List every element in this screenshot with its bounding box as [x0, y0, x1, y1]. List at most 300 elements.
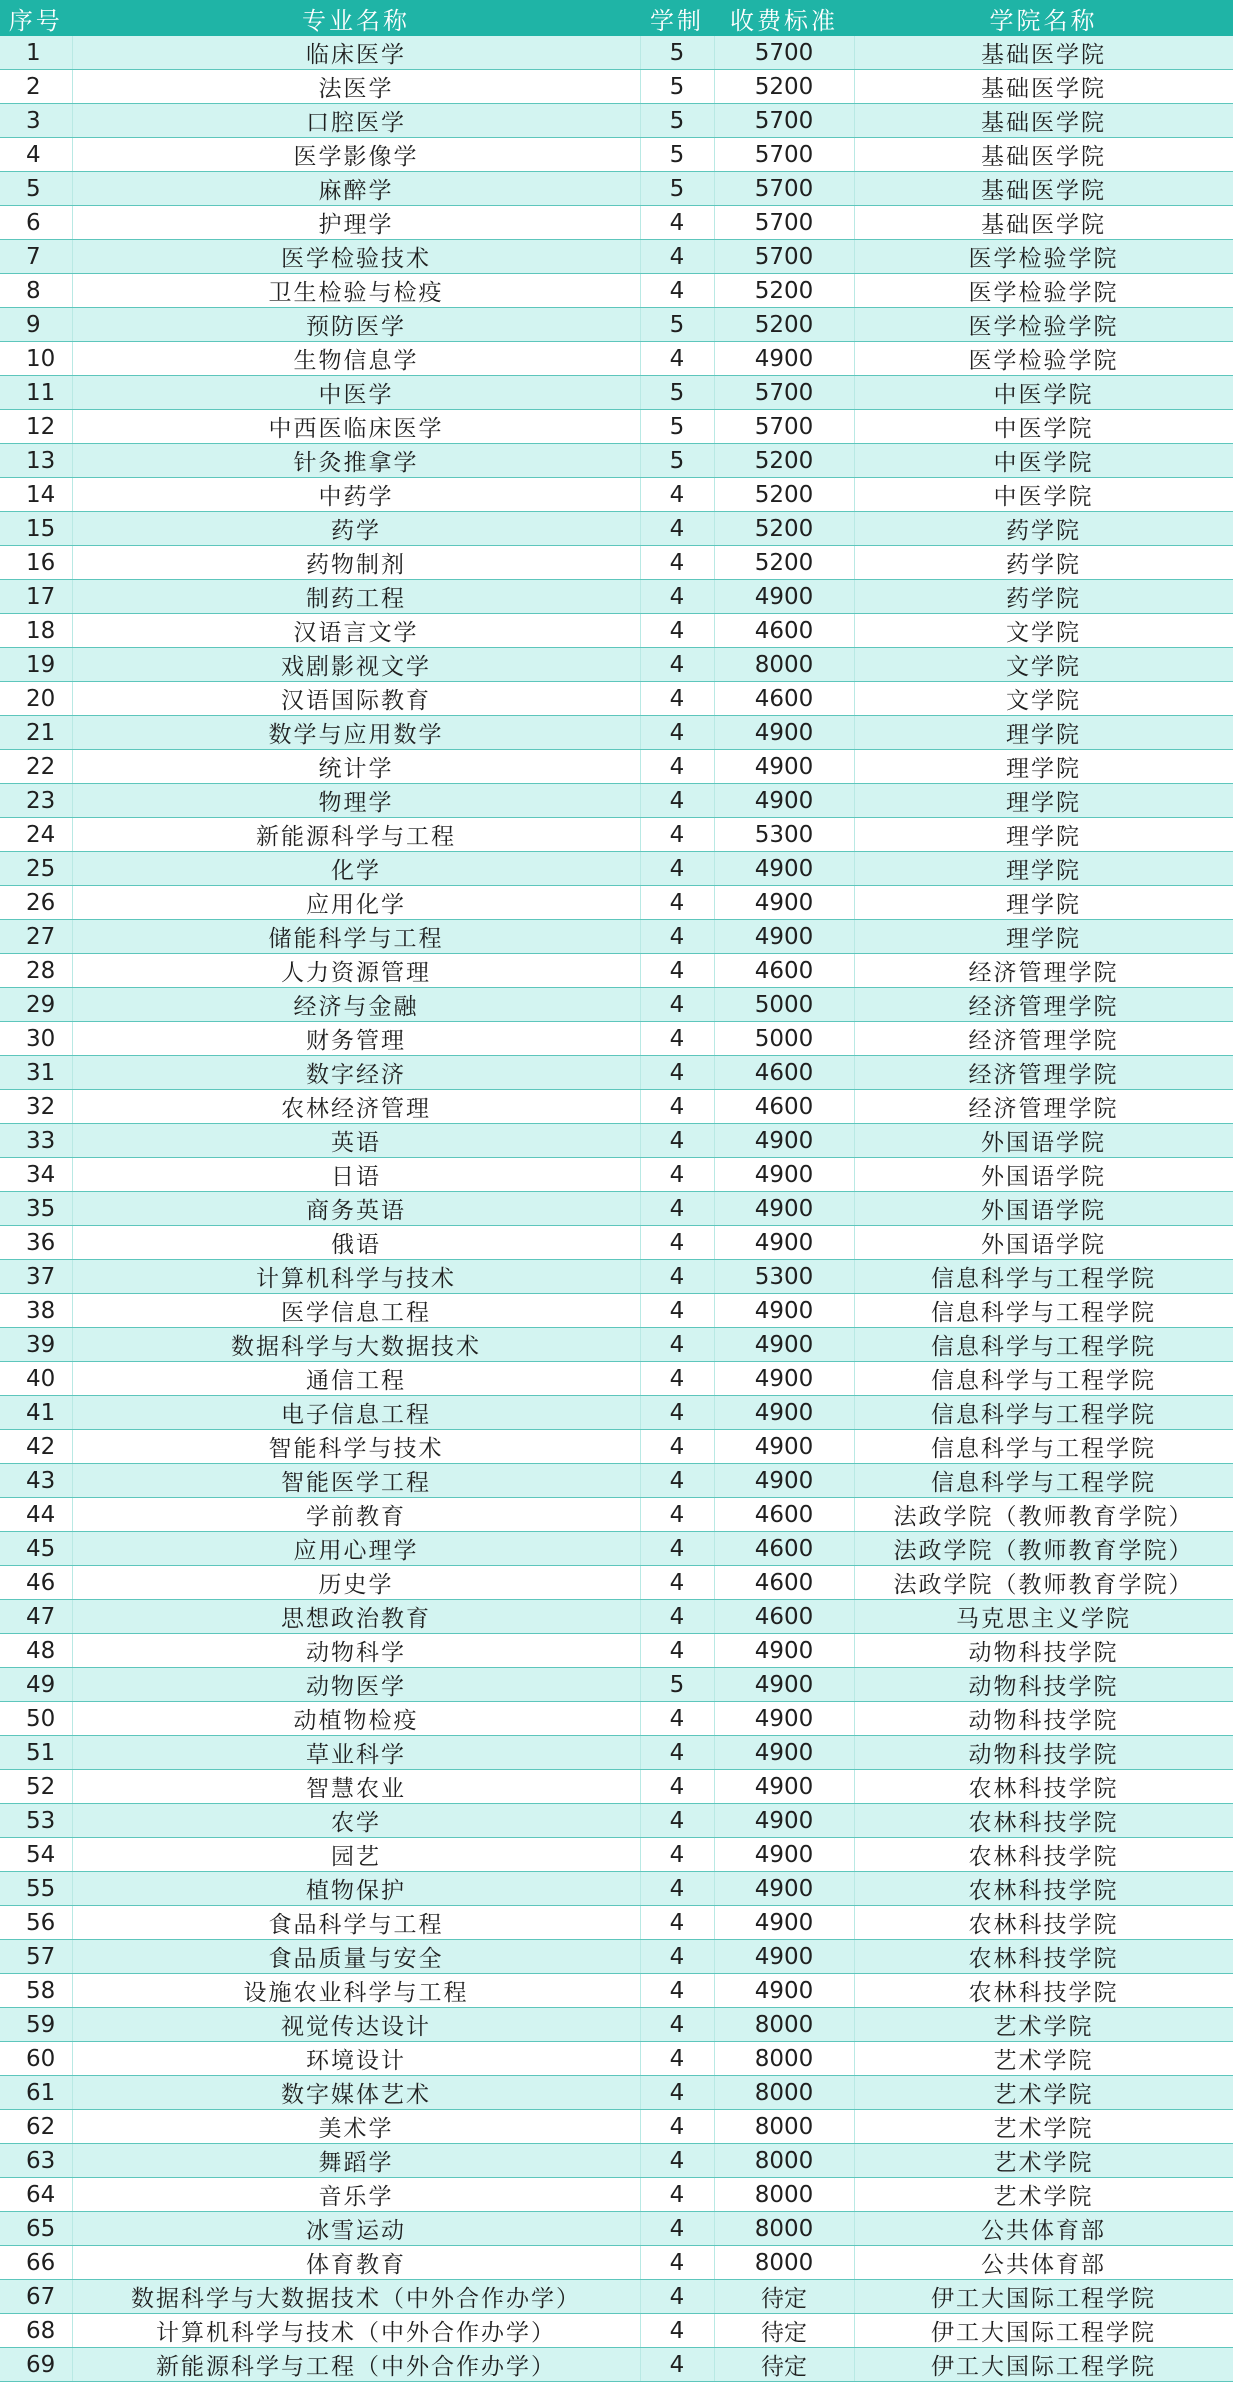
- college-name-cell: 农林科技学院: [854, 1804, 1233, 1838]
- duration-years-cell: 5: [640, 308, 714, 342]
- table-row: [0, 1736, 1233, 1770]
- row-number-cell: 54: [0, 1838, 72, 1872]
- header-years: 学制: [640, 0, 714, 36]
- duration-years-cell: 4: [640, 2246, 714, 2280]
- college-name-cell: 外国语学院: [854, 1192, 1233, 1226]
- table-row: [0, 1974, 1233, 2008]
- row-number-cell: 2: [0, 70, 72, 104]
- duration-years-cell: 4: [640, 1532, 714, 1566]
- college-name-cell: 外国语学院: [854, 1226, 1233, 1260]
- row-number-cell: 23: [0, 784, 72, 818]
- tuition-fee-cell: 8000: [714, 2042, 854, 2076]
- row-number-cell: 7: [0, 240, 72, 274]
- tuition-fee-cell: 待定: [714, 2280, 854, 2314]
- row-number-cell: 16: [0, 546, 72, 580]
- tuition-fee-cell: 4900: [714, 716, 854, 750]
- major-name-cell: 商务英语: [72, 1192, 640, 1226]
- row-number-cell: 62: [0, 2110, 72, 2144]
- college-name-cell: 经济管理学院: [854, 988, 1233, 1022]
- row-number-cell: 69: [0, 2348, 72, 2382]
- tuition-fee-cell: 5300: [714, 1260, 854, 1294]
- row-number-cell: 31: [0, 1056, 72, 1090]
- college-name-cell: 中医学院: [854, 376, 1233, 410]
- tuition-fee-cell: 4900: [714, 1396, 854, 1430]
- tuition-fee-cell: 4900: [714, 1192, 854, 1226]
- table-row: [0, 750, 1233, 784]
- major-name-cell: 中药学: [72, 478, 640, 512]
- college-name-cell: 基础医学院: [854, 70, 1233, 104]
- tuition-fee-cell: 4900: [714, 1940, 854, 1974]
- table-row: [0, 274, 1233, 308]
- tuition-fee-cell: 4600: [714, 682, 854, 716]
- tuition-fee-cell: 4600: [714, 614, 854, 648]
- duration-years-cell: 4: [640, 2314, 714, 2348]
- table-row: [0, 1566, 1233, 1600]
- major-name-cell: 麻醉学: [72, 172, 640, 206]
- table-row: [0, 784, 1233, 818]
- major-name-cell: 人力资源管理: [72, 954, 640, 988]
- row-number-cell: 64: [0, 2178, 72, 2212]
- duration-years-cell: 4: [640, 682, 714, 716]
- table-row: [0, 1532, 1233, 1566]
- duration-years-cell: 4: [640, 478, 714, 512]
- tuition-fee-cell: 8000: [714, 2144, 854, 2178]
- row-number-cell: 41: [0, 1396, 72, 1430]
- table-row: [0, 1464, 1233, 1498]
- tuition-fee-cell: 4900: [714, 1124, 854, 1158]
- college-name-cell: 艺术学院: [854, 2008, 1233, 2042]
- college-name-cell: 基础医学院: [854, 138, 1233, 172]
- major-name-cell: 预防医学: [72, 308, 640, 342]
- tuition-fee-cell: 5700: [714, 36, 854, 70]
- major-name-cell: 草业科学: [72, 1736, 640, 1770]
- tuition-fee-cell: 8000: [714, 2008, 854, 2042]
- college-name-cell: 农林科技学院: [854, 1940, 1233, 1974]
- major-name-cell: 法医学: [72, 70, 640, 104]
- table-row: [0, 546, 1233, 580]
- row-number-cell: 52: [0, 1770, 72, 1804]
- row-number-cell: 55: [0, 1872, 72, 1906]
- row-number-cell: 45: [0, 1532, 72, 1566]
- major-name-cell: 动物科学: [72, 1634, 640, 1668]
- duration-years-cell: 4: [640, 852, 714, 886]
- major-name-cell: 物理学: [72, 784, 640, 818]
- row-number-cell: 36: [0, 1226, 72, 1260]
- college-name-cell: 中医学院: [854, 444, 1233, 478]
- duration-years-cell: 4: [640, 1600, 714, 1634]
- duration-years-cell: 5: [640, 70, 714, 104]
- major-name-cell: 卫生检验与检疫: [72, 274, 640, 308]
- duration-years-cell: 4: [640, 954, 714, 988]
- college-name-cell: 伊工大国际工程学院: [854, 2348, 1233, 2382]
- tuition-fee-cell: 5200: [714, 444, 854, 478]
- tuition-fee-cell: 4600: [714, 1532, 854, 1566]
- college-name-cell: 理学院: [854, 852, 1233, 886]
- tuition-fee-cell: 4900: [714, 750, 854, 784]
- major-name-cell: 农学: [72, 1804, 640, 1838]
- row-number-cell: 44: [0, 1498, 72, 1532]
- major-name-cell: 临床医学: [72, 36, 640, 70]
- table-row: [0, 2042, 1233, 2076]
- major-name-cell: 日语: [72, 1158, 640, 1192]
- college-name-cell: 公共体育部: [854, 2212, 1233, 2246]
- major-name-cell: 护理学: [72, 206, 640, 240]
- major-name-cell: 计算机科学与技术（中外合作办学）: [72, 2314, 640, 2348]
- row-number-cell: 30: [0, 1022, 72, 1056]
- tuition-fee-cell: 4900: [714, 1634, 854, 1668]
- major-name-cell: 应用化学: [72, 886, 640, 920]
- header-fee: 收费标准: [714, 0, 854, 36]
- row-number-cell: 59: [0, 2008, 72, 2042]
- tuition-fee-cell: 4900: [714, 1872, 854, 1906]
- header-no: 序号: [0, 0, 72, 36]
- row-number-cell: 25: [0, 852, 72, 886]
- table-row: [0, 1838, 1233, 1872]
- duration-years-cell: 4: [640, 1838, 714, 1872]
- tuition-fee-cell: 4600: [714, 1600, 854, 1634]
- table-row: [0, 852, 1233, 886]
- college-name-cell: 文学院: [854, 648, 1233, 682]
- major-name-cell: 智能科学与技术: [72, 1430, 640, 1464]
- table-row: [0, 2076, 1233, 2110]
- college-name-cell: 艺术学院: [854, 2144, 1233, 2178]
- duration-years-cell: 4: [640, 240, 714, 274]
- major-name-cell: 中西医临床医学: [72, 410, 640, 444]
- college-name-cell: 法政学院（教师教育学院）: [854, 1566, 1233, 1600]
- duration-years-cell: 4: [640, 1464, 714, 1498]
- duration-years-cell: 4: [640, 1328, 714, 1362]
- table-row: [0, 920, 1233, 954]
- college-name-cell: 信息科学与工程学院: [854, 1260, 1233, 1294]
- college-name-cell: 艺术学院: [854, 2076, 1233, 2110]
- college-name-cell: 经济管理学院: [854, 1056, 1233, 1090]
- row-number-cell: 66: [0, 2246, 72, 2280]
- college-name-cell: 动物科技学院: [854, 1736, 1233, 1770]
- row-number-cell: 43: [0, 1464, 72, 1498]
- row-number-cell: 40: [0, 1362, 72, 1396]
- college-name-cell: 理学院: [854, 886, 1233, 920]
- table-row: [0, 1872, 1233, 1906]
- duration-years-cell: 4: [640, 1974, 714, 2008]
- tuition-fee-cell: 5200: [714, 512, 854, 546]
- tuition-fee-cell: 5700: [714, 376, 854, 410]
- tuition-fee-cell: 4900: [714, 1668, 854, 1702]
- row-number-cell: 26: [0, 886, 72, 920]
- major-name-cell: 新能源科学与工程（中外合作办学）: [72, 2348, 640, 2382]
- tuition-fee-cell: 4900: [714, 342, 854, 376]
- major-name-cell: 医学信息工程: [72, 1294, 640, 1328]
- duration-years-cell: 4: [640, 342, 714, 376]
- tuition-fee-cell: 4900: [714, 1430, 854, 1464]
- row-number-cell: 65: [0, 2212, 72, 2246]
- row-number-cell: 22: [0, 750, 72, 784]
- duration-years-cell: 4: [640, 1192, 714, 1226]
- duration-years-cell: 4: [640, 1158, 714, 1192]
- major-name-cell: 中医学: [72, 376, 640, 410]
- row-number-cell: 20: [0, 682, 72, 716]
- duration-years-cell: 4: [640, 1566, 714, 1600]
- table-row: [0, 444, 1233, 478]
- table-body: [0, 36, 1233, 2382]
- major-name-cell: 统计学: [72, 750, 640, 784]
- table-row: [0, 1124, 1233, 1158]
- duration-years-cell: 4: [640, 1940, 714, 1974]
- table-row: [0, 1906, 1233, 1940]
- major-name-cell: 智慧农业: [72, 1770, 640, 1804]
- college-name-cell: 动物科技学院: [854, 1702, 1233, 1736]
- tuition-fee-cell: 4900: [714, 1974, 854, 2008]
- major-name-cell: 医学影像学: [72, 138, 640, 172]
- duration-years-cell: 4: [640, 2008, 714, 2042]
- duration-years-cell: 4: [640, 1736, 714, 1770]
- major-name-cell: 电子信息工程: [72, 1396, 640, 1430]
- major-name-cell: 数字媒体艺术: [72, 2076, 640, 2110]
- major-name-cell: 历史学: [72, 1566, 640, 1600]
- tuition-fee-cell: 4900: [714, 886, 854, 920]
- major-name-cell: 财务管理: [72, 1022, 640, 1056]
- college-name-cell: 艺术学院: [854, 2042, 1233, 2076]
- major-name-cell: 视觉传达设计: [72, 2008, 640, 2042]
- table-row: [0, 512, 1233, 546]
- duration-years-cell: 4: [640, 750, 714, 784]
- major-name-cell: 应用心理学: [72, 1532, 640, 1566]
- duration-years-cell: 5: [640, 444, 714, 478]
- row-number-cell: 15: [0, 512, 72, 546]
- college-name-cell: 中医学院: [854, 410, 1233, 444]
- table-row: [0, 206, 1233, 240]
- tuition-fee-cell: 5700: [714, 104, 854, 138]
- tuition-fee-cell: 8000: [714, 2076, 854, 2110]
- college-name-cell: 伊工大国际工程学院: [854, 2314, 1233, 2348]
- duration-years-cell: 4: [640, 206, 714, 240]
- row-number-cell: 47: [0, 1600, 72, 1634]
- major-name-cell: 新能源科学与工程: [72, 818, 640, 852]
- college-name-cell: 文学院: [854, 682, 1233, 716]
- table-row: [0, 954, 1233, 988]
- duration-years-cell: 4: [640, 2212, 714, 2246]
- table-row: [0, 648, 1233, 682]
- tuition-fee-cell: 4900: [714, 1804, 854, 1838]
- tuition-fee-cell: 4900: [714, 580, 854, 614]
- tuition-fee-cell: 5700: [714, 240, 854, 274]
- tuition-fee-cell: 4900: [714, 1158, 854, 1192]
- major-name-cell: 食品科学与工程: [72, 1906, 640, 1940]
- row-number-cell: 49: [0, 1668, 72, 1702]
- duration-years-cell: 4: [640, 2110, 714, 2144]
- table-row: [0, 1022, 1233, 1056]
- college-name-cell: 医学检验学院: [854, 308, 1233, 342]
- duration-years-cell: 4: [640, 1872, 714, 1906]
- row-number-cell: 28: [0, 954, 72, 988]
- college-name-cell: 农林科技学院: [854, 1770, 1233, 1804]
- duration-years-cell: 4: [640, 2076, 714, 2110]
- duration-years-cell: 4: [640, 716, 714, 750]
- college-name-cell: 医学检验学院: [854, 274, 1233, 308]
- tuition-fee-cell: 8000: [714, 2110, 854, 2144]
- header-major: 专业名称: [72, 0, 640, 36]
- table-row: [0, 1328, 1233, 1362]
- tuition-fee-cell: 待定: [714, 2348, 854, 2382]
- table-row: [0, 2348, 1233, 2382]
- table-row: [0, 1430, 1233, 1464]
- duration-years-cell: 4: [640, 1362, 714, 1396]
- college-name-cell: 医学检验学院: [854, 240, 1233, 274]
- row-number-cell: 19: [0, 648, 72, 682]
- tuition-fee-cell: 4600: [714, 1056, 854, 1090]
- duration-years-cell: 4: [640, 1056, 714, 1090]
- tuition-fee-cell: 待定: [714, 2314, 854, 2348]
- college-name-cell: 理学院: [854, 784, 1233, 818]
- college-name-cell: 信息科学与工程学院: [854, 1464, 1233, 1498]
- duration-years-cell: 4: [640, 920, 714, 954]
- duration-years-cell: 4: [640, 1498, 714, 1532]
- college-name-cell: 理学院: [854, 750, 1233, 784]
- duration-years-cell: 4: [640, 1090, 714, 1124]
- table-row: [0, 342, 1233, 376]
- college-name-cell: 农林科技学院: [854, 1838, 1233, 1872]
- row-number-cell: 37: [0, 1260, 72, 1294]
- tuition-fee-cell: 5700: [714, 172, 854, 206]
- tuition-fee-cell: 4900: [714, 1838, 854, 1872]
- tuition-fee-cell: 5000: [714, 988, 854, 1022]
- college-name-cell: 信息科学与工程学院: [854, 1328, 1233, 1362]
- duration-years-cell: 5: [640, 1668, 714, 1702]
- table-row: [0, 1940, 1233, 1974]
- duration-years-cell: 4: [640, 1430, 714, 1464]
- table-row: [0, 1770, 1233, 1804]
- row-number-cell: 32: [0, 1090, 72, 1124]
- major-name-cell: 农林经济管理: [72, 1090, 640, 1124]
- row-number-cell: 50: [0, 1702, 72, 1736]
- table-row: [0, 818, 1233, 852]
- duration-years-cell: 5: [640, 36, 714, 70]
- row-number-cell: 1: [0, 36, 72, 70]
- table-row: [0, 1158, 1233, 1192]
- major-name-cell: 舞蹈学: [72, 2144, 640, 2178]
- table-row: [0, 478, 1233, 512]
- college-name-cell: 动物科技学院: [854, 1634, 1233, 1668]
- college-name-cell: 农林科技学院: [854, 1906, 1233, 1940]
- duration-years-cell: 4: [640, 1804, 714, 1838]
- major-name-cell: 数字经济: [72, 1056, 640, 1090]
- tuition-fee-cell: 5700: [714, 206, 854, 240]
- major-name-cell: 植物保护: [72, 1872, 640, 1906]
- major-name-cell: 冰雪运动: [72, 2212, 640, 2246]
- table-row: [0, 1056, 1233, 1090]
- duration-years-cell: 4: [640, 1634, 714, 1668]
- row-number-cell: 58: [0, 1974, 72, 2008]
- tuition-fee-cell: 5700: [714, 410, 854, 444]
- row-number-cell: 39: [0, 1328, 72, 1362]
- college-name-cell: 基础医学院: [854, 206, 1233, 240]
- row-number-cell: 27: [0, 920, 72, 954]
- college-name-cell: 药学院: [854, 512, 1233, 546]
- row-number-cell: 61: [0, 2076, 72, 2110]
- major-name-cell: 俄语: [72, 1226, 640, 1260]
- row-number-cell: 53: [0, 1804, 72, 1838]
- row-number-cell: 12: [0, 410, 72, 444]
- table-row: [0, 1634, 1233, 1668]
- tuition-fee-cell: 4900: [714, 1362, 854, 1396]
- row-number-cell: 13: [0, 444, 72, 478]
- header-college: 学院名称: [854, 0, 1233, 36]
- college-name-cell: 医学检验学院: [854, 342, 1233, 376]
- college-name-cell: 经济管理学院: [854, 1090, 1233, 1124]
- tuition-fee-cell: 4900: [714, 784, 854, 818]
- table-row: [0, 104, 1233, 138]
- college-name-cell: 伊工大国际工程学院: [854, 2280, 1233, 2314]
- major-name-cell: 美术学: [72, 2110, 640, 2144]
- row-number-cell: 6: [0, 206, 72, 240]
- row-number-cell: 46: [0, 1566, 72, 1600]
- tuition-fee-cell: 5200: [714, 70, 854, 104]
- row-number-cell: 8: [0, 274, 72, 308]
- tuition-fee-cell: 4900: [714, 920, 854, 954]
- row-number-cell: 24: [0, 818, 72, 852]
- row-number-cell: 33: [0, 1124, 72, 1158]
- row-number-cell: 18: [0, 614, 72, 648]
- major-name-cell: 数据科学与大数据技术: [72, 1328, 640, 1362]
- row-number-cell: 29: [0, 988, 72, 1022]
- college-name-cell: 信息科学与工程学院: [854, 1396, 1233, 1430]
- duration-years-cell: 4: [640, 1906, 714, 1940]
- table-row: [0, 2314, 1233, 2348]
- table-row: [0, 580, 1233, 614]
- major-name-cell: 口腔医学: [72, 104, 640, 138]
- table-row: [0, 988, 1233, 1022]
- tuition-fee-cell: 4600: [714, 1498, 854, 1532]
- table-row: [0, 1702, 1233, 1736]
- row-number-cell: 21: [0, 716, 72, 750]
- duration-years-cell: 4: [640, 648, 714, 682]
- duration-years-cell: 4: [640, 2280, 714, 2314]
- major-name-cell: 制药工程: [72, 580, 640, 614]
- college-name-cell: 外国语学院: [854, 1124, 1233, 1158]
- college-name-cell: 药学院: [854, 546, 1233, 580]
- table-row: [0, 2246, 1233, 2280]
- row-number-cell: 14: [0, 478, 72, 512]
- tuition-fee-cell: 4900: [714, 1328, 854, 1362]
- college-name-cell: 艺术学院: [854, 2178, 1233, 2212]
- table-row: [0, 1090, 1233, 1124]
- major-name-cell: 体育教育: [72, 2246, 640, 2280]
- table-row: [0, 2280, 1233, 2314]
- duration-years-cell: 4: [640, 2348, 714, 2382]
- row-number-cell: 51: [0, 1736, 72, 1770]
- table-row: [0, 1260, 1233, 1294]
- college-name-cell: 信息科学与工程学院: [854, 1362, 1233, 1396]
- tuition-fee-cell: 4900: [714, 1906, 854, 1940]
- table-header-row: [0, 0, 1233, 36]
- table-row: [0, 2008, 1233, 2042]
- tuition-fee-cell: 4600: [714, 1566, 854, 1600]
- college-name-cell: 动物科技学院: [854, 1668, 1233, 1702]
- college-name-cell: 农林科技学院: [854, 1872, 1233, 1906]
- duration-years-cell: 4: [640, 2178, 714, 2212]
- duration-years-cell: 4: [640, 614, 714, 648]
- row-number-cell: 35: [0, 1192, 72, 1226]
- college-name-cell: 农林科技学院: [854, 1974, 1233, 2008]
- college-name-cell: 艺术学院: [854, 2110, 1233, 2144]
- table-row: [0, 308, 1233, 342]
- table-row: [0, 36, 1233, 70]
- major-name-cell: 计算机科学与技术: [72, 1260, 640, 1294]
- duration-years-cell: 4: [640, 2144, 714, 2178]
- tuition-fee-cell: 8000: [714, 2212, 854, 2246]
- duration-years-cell: 5: [640, 104, 714, 138]
- duration-years-cell: 4: [640, 886, 714, 920]
- table-row: [0, 172, 1233, 206]
